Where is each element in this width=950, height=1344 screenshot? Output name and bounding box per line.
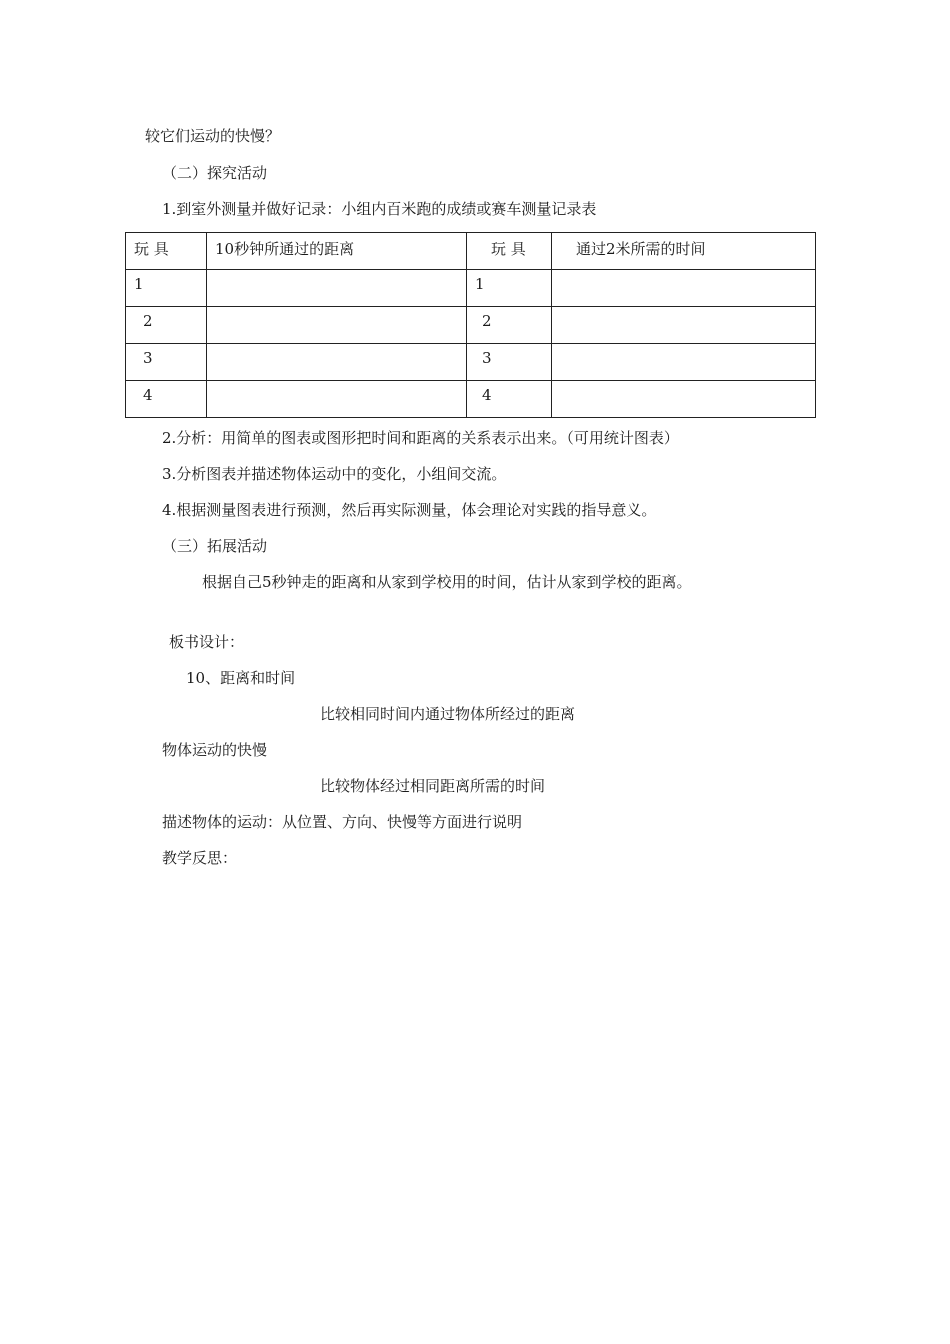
table-cell: 1: [126, 270, 207, 307]
extend-activity-text: 根据自己5秒钟走的距离和从家到学校用的时间，估计从家到学校的距离。: [202, 573, 692, 591]
table-cell: [552, 344, 816, 381]
table-cell: 2: [126, 307, 207, 344]
section-heading-extend: （三）拓展活动: [162, 537, 268, 555]
table-cell: 3: [467, 344, 552, 381]
table-header-cell: 玩 具: [467, 233, 552, 270]
table-cell: [552, 270, 816, 307]
table-row: [126, 270, 816, 307]
table-cell: [207, 344, 467, 381]
lesson-title: 10、距离和时间: [186, 669, 296, 687]
paragraph-line: 较它们运动的快慢？: [145, 127, 281, 145]
table-row: [126, 344, 816, 381]
table-row: [126, 381, 816, 418]
board-describe-motion: 描述物体的运动：从位置、方向、快慢等方面进行说明: [162, 813, 523, 831]
step-4-text: 4.根据测量图表进行预测，然后再实际测量，体会理论对实践的指导意义。: [162, 501, 657, 519]
table-header-cell: 10秒钟所通过的距离: [207, 233, 467, 270]
table-cell: 4: [126, 381, 207, 418]
step-1-text: 1.到室外测量并做好记录：小组内百米跑的成绩或赛车测量记录表: [162, 200, 597, 218]
table-cell: 2: [467, 307, 552, 344]
section-heading-explore: （二）探究活动: [162, 164, 268, 182]
table-header-row: [126, 233, 816, 270]
measurement-table: [125, 232, 816, 418]
table-cell: [552, 307, 816, 344]
table-cell: [207, 381, 467, 418]
table-row: [126, 307, 816, 344]
board-branch-2: 比较物体经过相同距离所需的时间: [320, 777, 546, 795]
table-cell: 1: [467, 270, 552, 307]
table-cell: 3: [126, 344, 207, 381]
step-2-text: 2.分析：用简单的图表或图形把时间和距离的关系表示出来。（可用统计图表）: [162, 429, 679, 447]
board-branch-1: 比较相同时间内通过物体所经过的距离: [320, 705, 576, 723]
teaching-reflection-heading: 教学反思：: [162, 849, 238, 867]
board-main-topic: 物体运动的快慢: [162, 741, 268, 759]
table-cell: 4: [467, 381, 552, 418]
table-cell: [552, 381, 816, 418]
table-header-cell: 玩 具: [126, 233, 207, 270]
board-design-heading: 板书设计：: [169, 633, 245, 651]
table-header-cell: 通过2米所需的时间: [552, 233, 816, 270]
table-cell: [207, 270, 467, 307]
step-3-text: 3.分析图表并描述物体运动中的变化，小组间交流。: [162, 465, 507, 483]
table-cell: [207, 307, 467, 344]
